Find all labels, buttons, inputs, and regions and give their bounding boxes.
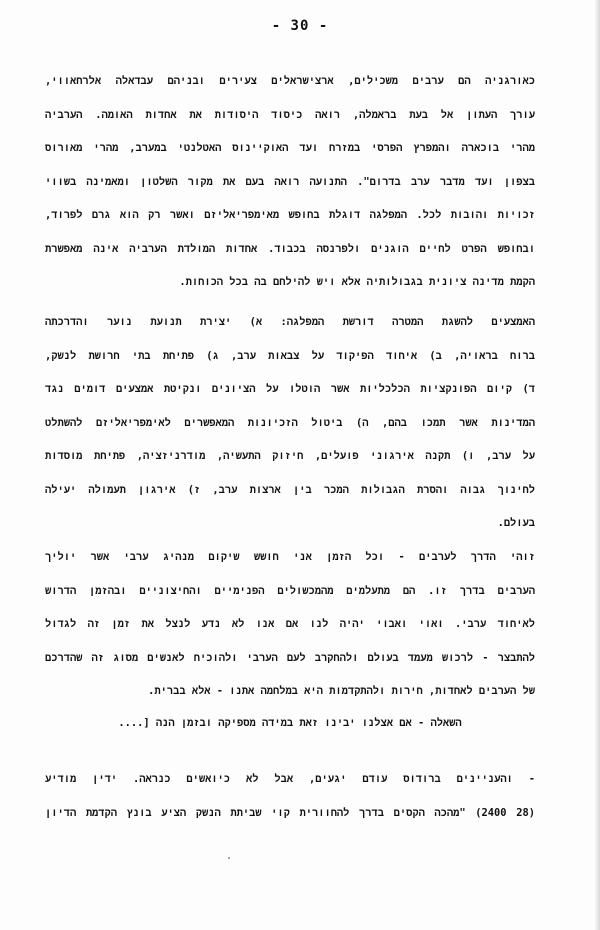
scan-edge-shadow <box>594 0 600 930</box>
paragraph-party-platform <box>45 75 535 310</box>
paragraph-party-means <box>45 316 535 551</box>
text-line: הקמת מדינה ציונית בגבולותיה אלא ויש להילחם בה בכל הכוחות. <box>179 276 535 288</box>
text-line: על ערב, ו) תקנה אירגוני פועלים, חיזוק התעשיה, מודרניזציה, פתיחת מוסדות <box>45 450 535 462</box>
paragraph-rhodes <box>45 773 535 840</box>
scan-speck <box>228 857 230 859</box>
text-line: זכויות והובות לכל. המפלגה דוגלת בחופש מאימפריאליזם ואשר רק הוא גרם לפרוד, <box>45 209 535 221</box>
text-line: בעולם. <box>497 517 535 529</box>
text-line: השאלה - אם אצלנו יבינו זאת במידה מספיקה ובזמן הנה [.... <box>118 717 462 729</box>
text-line: - והעניינים ברודוס עודם יגעים, אבל לא כיואשים כנראה. ידין מודיע <box>45 773 535 785</box>
text-line: לאיחוד ערבי. ואוי ואבוי יהיה לנו אם אנו לא נדע לנצל את זמן זה לגדול <box>45 618 535 630</box>
text-line: להתבצר - לרכוש מעמד בעולם ולהחקרב לעם הערבי ולהוכיח לאנשים מסוג זה שהדרכם <box>45 651 535 664</box>
text-line: (28 2400) "מהכה הקסים בדרך להחוורית קוי שביתת הנשק הציע בונץ הקדמת הדיון <box>45 806 535 819</box>
paragraph-question <box>45 717 535 751</box>
text-line: לחינוך גבוה והסרת הגבולות המכר בין ארצות ערב, ז) אירגון תעמולה יעילה <box>45 483 535 496</box>
text-line: ובחופש הפרט לחיים הוגנים ולפרנסה בכבוד. אחדות המולדת הערביה אינה מאפשרת <box>45 242 535 255</box>
text-line: ברוח בראויה, ב) איחוד הפיקוד על צבאות ערב, ג) פתיחת בתי חרושת לנשק, <box>45 349 535 362</box>
text-line: האמצעים להשגת המטרה דורשת המפלגה: א) יצירת תנועת נוער והדרכתה <box>45 316 535 328</box>
text-line: כאורגניה הם ערבים משכילים, ארצישראלים צעירים ובניהם עבדאלה אלרחאווי, <box>45 75 535 87</box>
text-line: הערבים בדרך זו. הם מתעלמים מהמכשולים הפנימיים והחיצוניים ובהזמן הדרוש <box>45 584 535 597</box>
text-line: זוהי הדרך לערבים - וכל הזמן אני חושש שיקום מנהיג ערבי אשר יוליך <box>45 551 535 563</box>
text-line: עורך העתון אל בעת בראמלה, רואה כיסוד היסודות את אחדות האומה. הערביה <box>45 108 535 121</box>
paragraph-arab-path <box>45 551 535 719</box>
page-number: - 30 - <box>271 18 329 34</box>
text-line: המדינות אשר תמכו בהם, ה) ביטול הזכיונות המאפשרים לאימפריאליזם להשתלט <box>45 416 535 429</box>
text-line: מהרי בוכארה והמפרץ הפרסי במזרח ועד האוקיינוס האטלנטי במערב, מהרי מאורוס <box>45 142 535 154</box>
text-line: ד) קיום הפונקציות הכלכליות אשר הוטלו על הציונים ונקיטת אמצעים דומים נגד <box>45 383 535 395</box>
text-line: בצפון ועד מדבר ערב בדרום". התנועה רואה בעם את מקור השלטון ומאמינה בשווי <box>45 175 535 188</box>
text-line: של הערבים לאחדות, חירות ולהתקדמות היא במלחמה אתנו - אלא בברית. <box>148 685 535 697</box>
